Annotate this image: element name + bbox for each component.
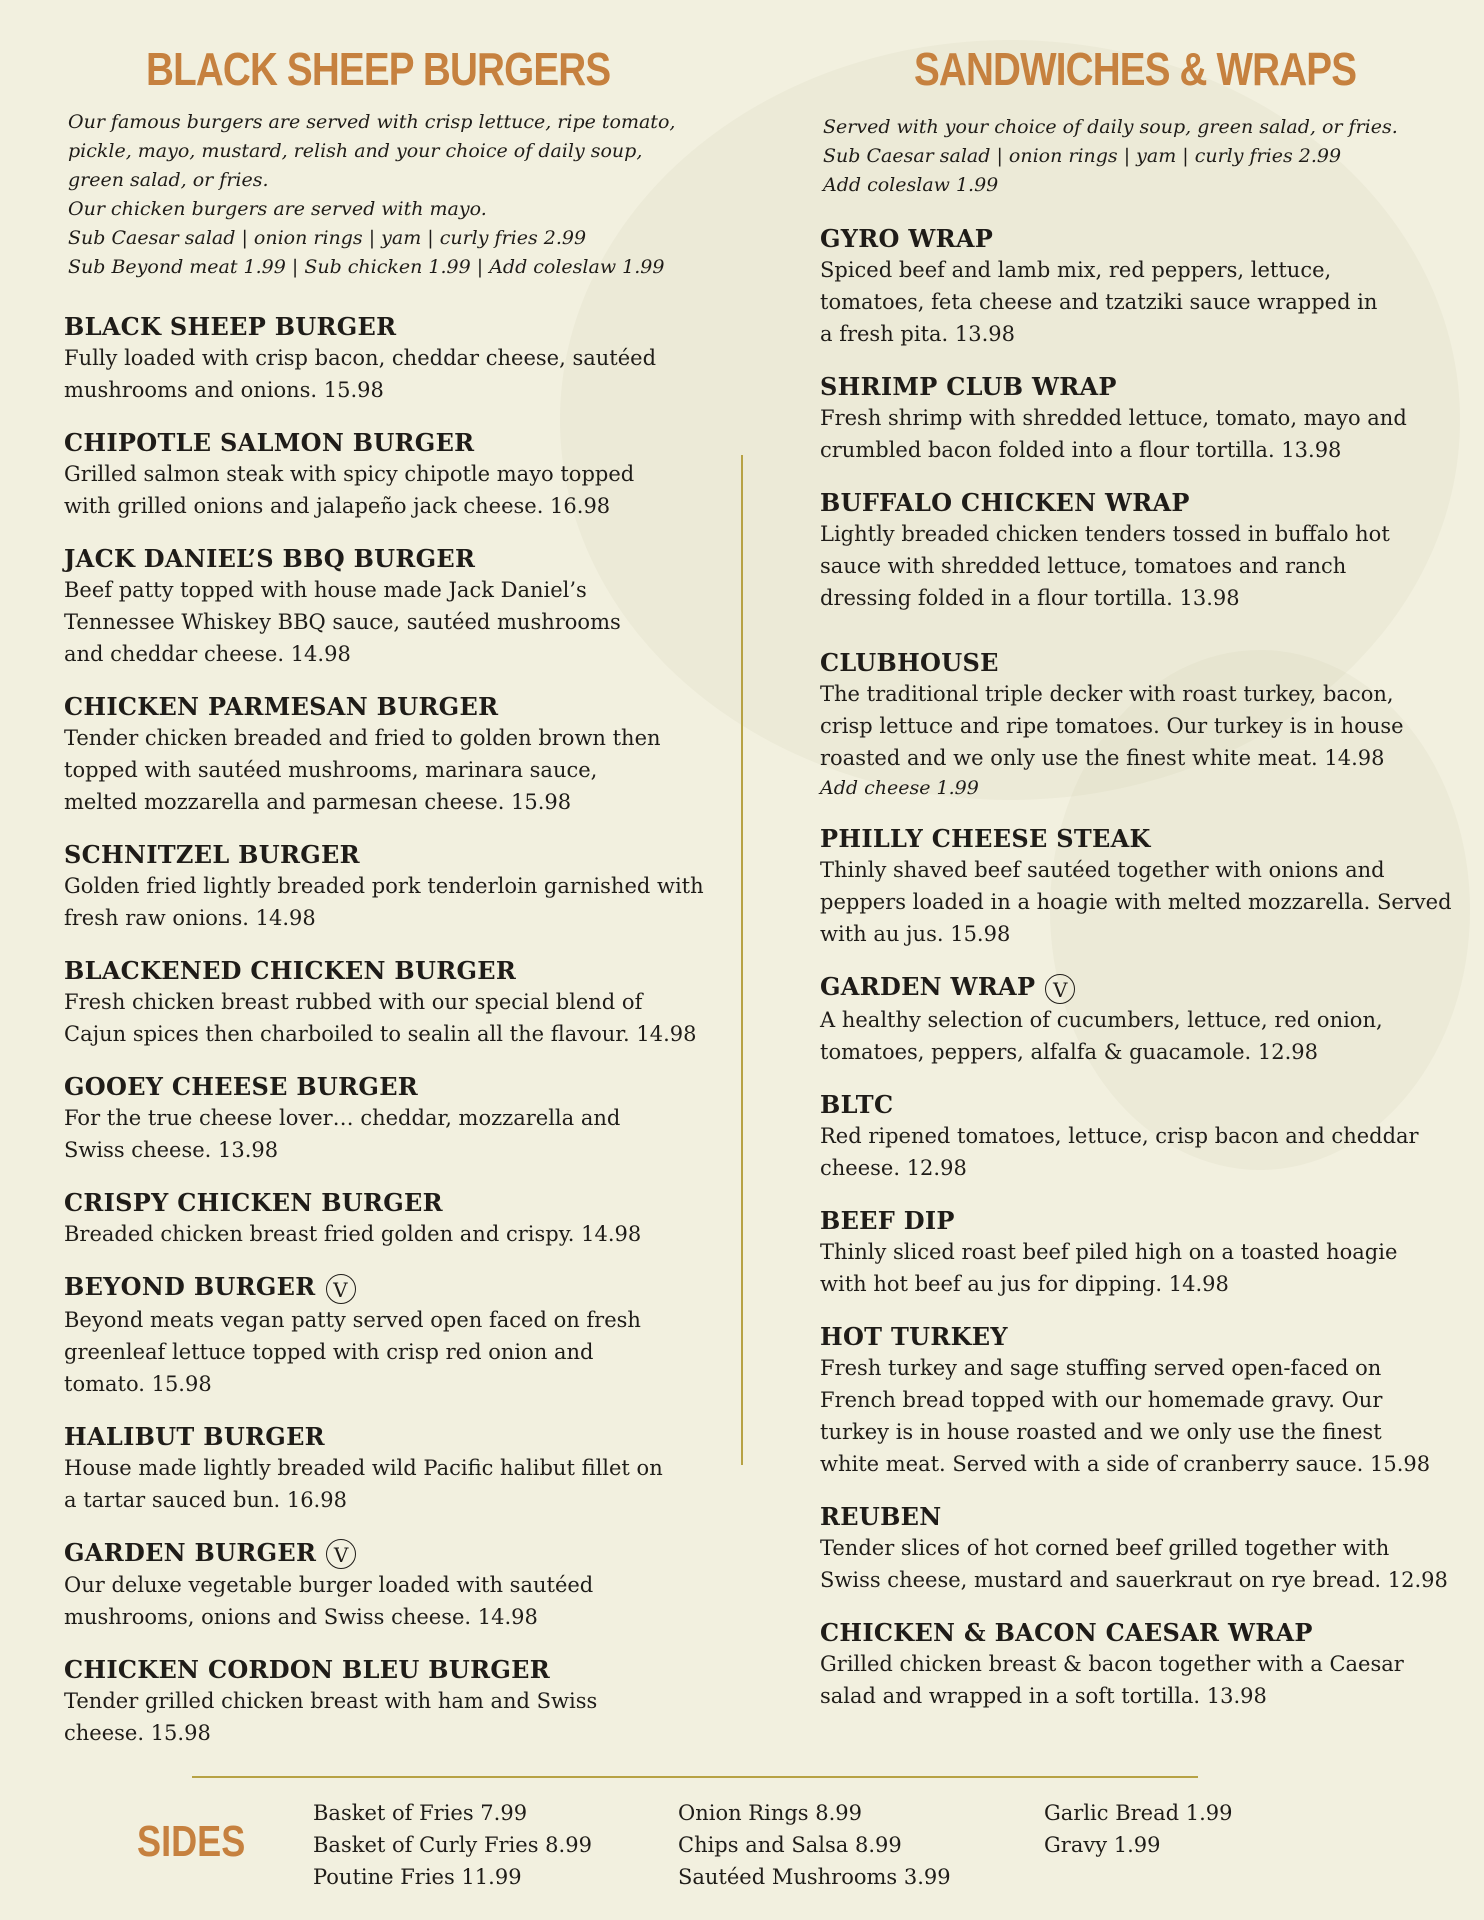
item-description xyxy=(64,1218,704,1250)
item-description xyxy=(820,678,1460,774)
intro-line: Sub Caesar salad | onion rings | yam | curly fries 2.99 xyxy=(68,227,587,249)
description-line: Lightly breaded chicken tenders tossed in buffalo hot xyxy=(820,522,1390,546)
item-name xyxy=(820,972,1460,1004)
menu-item xyxy=(64,1272,704,1400)
item-title: BEYOND BURGER xyxy=(64,1272,316,1301)
item-description xyxy=(64,870,704,934)
description-line: Fresh turkey and sage stuffing served open-faced on xyxy=(820,1355,1382,1380)
description-line: Tender slices of hot corned beef grilled together with xyxy=(820,1535,1390,1560)
item-name xyxy=(820,488,1460,518)
item-title: BUFFALO CHICKEN WRAP xyxy=(820,488,1190,517)
description-line: mushrooms and onions. 15.98 xyxy=(64,378,384,402)
intro-line: pickle, mayo, mustard, relish and your choice of daily soup, xyxy=(68,140,643,162)
item-title: JACK DANIEL’S BBQ BURGER xyxy=(64,544,476,573)
item-description xyxy=(820,1352,1460,1480)
description-line: Thinly shaved beef sautéed together with onions and xyxy=(820,858,1385,882)
menu-item xyxy=(820,1502,1460,1596)
side-item: Poutine Fries 11.99 xyxy=(313,1865,522,1889)
description-line: Fresh shrimp with shredded lettuce, tomato, mayo and xyxy=(820,406,1407,430)
description-line: For the true cheese lover… cheddar, mozzarella and xyxy=(64,1106,621,1130)
description-line: melted mozzarella and parmesan cheese. 15.98 xyxy=(64,790,572,814)
item-description xyxy=(64,1569,704,1633)
item-title: CHICKEN & BACON CAESAR WRAP xyxy=(820,1617,1313,1647)
menu-item xyxy=(820,1618,1460,1712)
description-line: sauce with shredded lettuce, tomatoes and ranch xyxy=(820,554,1347,578)
description-line: Red ripened tomatoes, lettuce, crisp bacon and cheddar xyxy=(820,1123,1419,1148)
item-name xyxy=(820,1618,1460,1648)
item-title: GOOEY CHEESE BURGER xyxy=(64,1072,419,1101)
item-title: CHICKEN CORDON BLEU BURGER xyxy=(64,1655,550,1684)
description-line: Beyond meats vegan patty served open faced on fresh xyxy=(64,1307,641,1332)
item-title: CLUBHOUSE xyxy=(820,648,999,677)
description-line: Tennessee Whiskey BBQ sauce, sautéed mushrooms xyxy=(64,610,621,634)
item-description xyxy=(64,1304,704,1400)
menu-item xyxy=(820,224,1460,350)
vegetarian-icon: V xyxy=(326,1539,356,1569)
item-description xyxy=(820,518,1460,614)
menu-item xyxy=(820,972,1460,1068)
intro-line: Our famous burgers are served with crisp lettuce, ripe tomato, xyxy=(68,111,676,133)
description-line: Fully loaded with crisp bacon, cheddar cheese, sautéed xyxy=(64,346,657,370)
sides-divider xyxy=(192,1776,1198,1778)
menu-item xyxy=(820,1206,1460,1300)
item-description xyxy=(820,854,1460,950)
description-line: A healthy selection of cucumbers, lettuce, red onion, xyxy=(820,1007,1383,1032)
menu-item xyxy=(820,824,1460,950)
description-line: mushrooms, onions and Swiss cheese. 14.98 xyxy=(64,1605,538,1629)
description-line: a fresh pita. 13.98 xyxy=(820,322,1015,346)
description-line: tomatoes, peppers, alfalfa & guacamole. 12.98 xyxy=(820,1039,1319,1064)
description-line: a tartar sauced bun. 16.98 xyxy=(64,1487,347,1512)
item-title: GARDEN WRAP xyxy=(820,972,1036,1001)
vegetarian-icon: V xyxy=(1045,974,1075,1004)
item-name xyxy=(64,1655,704,1685)
menu-item xyxy=(820,372,1460,466)
item-title: GYRO WRAP xyxy=(820,224,994,253)
item-description xyxy=(64,342,704,406)
intro-line: green salad, or fries. xyxy=(68,169,269,191)
item-description xyxy=(820,1648,1460,1712)
item-description xyxy=(820,1120,1460,1184)
intro-line: Add coleslaw 1.99 xyxy=(823,174,999,196)
item-name xyxy=(64,956,704,986)
description-line: Grilled salmon steak with spicy chipotle mayo topped xyxy=(64,462,635,486)
item-name xyxy=(820,648,1460,678)
item-description xyxy=(64,1685,704,1749)
item-name xyxy=(64,428,704,458)
side-item: Garlic Bread 1.99 xyxy=(1044,1801,1233,1825)
column-divider xyxy=(741,455,743,1465)
description-line: peppers loaded in a hoagie with melted mozzarella. Served xyxy=(820,890,1452,914)
item-name xyxy=(820,372,1460,402)
menu-item xyxy=(820,648,1460,802)
description-line: white meat. Served with a side of cranberry sauce. 15.98 xyxy=(820,1451,1431,1476)
menu-item xyxy=(64,1188,704,1250)
side-item: Basket of Curly Fries 8.99 xyxy=(313,1833,592,1857)
description-line: Beef patty topped with house made Jack Daniel’s xyxy=(64,578,587,602)
item-name xyxy=(820,824,1460,854)
menu-item xyxy=(64,1422,704,1516)
item-description xyxy=(64,722,704,818)
description-line: with hot beef au jus for dipping. 14.98 xyxy=(820,1271,1229,1296)
menu-item xyxy=(64,312,704,406)
item-description xyxy=(64,458,704,522)
sides-column xyxy=(313,1797,592,1893)
burgers-intro xyxy=(68,108,675,282)
menu-item xyxy=(64,1538,704,1634)
item-title: CHICKEN PARMESAN BURGER xyxy=(64,692,499,721)
description-line: Swiss cheese, mustard and sauerkraut on rye bread. 12.98 xyxy=(820,1567,1448,1592)
intro-line: Served with your choice of daily soup, green salad, or fries. xyxy=(823,116,1398,138)
description-line: roasted and we only use the finest white meat. 14.98 xyxy=(820,746,1385,770)
item-name xyxy=(820,1502,1460,1532)
item-title: BEEF DIP xyxy=(820,1205,955,1235)
description-line: cheese. 15.98 xyxy=(64,1721,211,1745)
description-line: House made lightly breaded wild Pacific halibut fillet on xyxy=(64,1455,663,1480)
description-line: tomatoes, feta cheese and tzatziki sauce wrapped in xyxy=(820,290,1378,314)
description-line: with au jus. 15.98 xyxy=(820,922,1011,946)
menu-item xyxy=(820,1090,1460,1184)
menu-item xyxy=(820,488,1460,614)
item-title: SCHNITZEL BURGER xyxy=(64,840,360,869)
menu-item xyxy=(820,1322,1460,1480)
item-description xyxy=(64,574,704,670)
description-line: turkey is in house roasted and we only use the finest xyxy=(820,1419,1382,1444)
item-description xyxy=(820,1236,1460,1300)
description-line: Thinly sliced roast beef piled high on a toasted hoagie xyxy=(820,1239,1398,1264)
item-description xyxy=(820,402,1460,466)
description-line: Tender chicken breaded and fried to golden brown then xyxy=(64,726,661,750)
side-item: Onion Rings 8.99 xyxy=(678,1801,863,1825)
menu-item xyxy=(64,1072,704,1166)
description-line: Tender grilled chicken breast with ham and Swiss xyxy=(64,1689,598,1713)
description-line: topped with sautéed mushrooms, marinara sauce, xyxy=(64,758,598,782)
menu-item xyxy=(64,1655,704,1749)
item-description xyxy=(820,254,1460,350)
side-item: Gravy 1.99 xyxy=(1044,1833,1161,1857)
item-title: BLACKENED CHICKEN BURGER xyxy=(64,956,517,985)
item-name xyxy=(820,224,1460,254)
item-name xyxy=(820,1090,1460,1120)
side-item: Basket of Fries 7.99 xyxy=(313,1801,528,1825)
description-line: fresh raw onions. 14.98 xyxy=(64,906,316,930)
sandwiches-intro xyxy=(823,113,1398,200)
description-line: crumbled bacon folded into a flour tortilla. 13.98 xyxy=(820,438,1342,462)
description-line: tomato. 15.98 xyxy=(64,1371,212,1396)
item-name xyxy=(64,1422,704,1452)
description-line: Golden fried lightly breaded pork tenderloin garnished with xyxy=(64,874,704,898)
intro-line: Our chicken burgers are served with mayo. xyxy=(68,198,487,220)
item-name xyxy=(64,312,704,342)
sides-column xyxy=(1044,1797,1233,1861)
description-line: cheese. 12.98 xyxy=(820,1155,967,1180)
description-line: Breaded chicken breast fried golden and crispy. 14.98 xyxy=(64,1222,642,1246)
intro-line: Sub Caesar salad | onion rings | yam | curly fries 2.99 xyxy=(823,145,1342,167)
item-description xyxy=(820,1004,1460,1068)
item-description xyxy=(820,1532,1460,1596)
item-name xyxy=(64,1072,704,1102)
description-line: dressing folded in a flour tortilla. 13.98 xyxy=(820,586,1240,610)
description-line: Grilled chicken breast & bacon together with a Caesar xyxy=(820,1651,1404,1676)
item-title: HOT TURKEY xyxy=(820,1321,1008,1351)
sides-column xyxy=(678,1797,951,1893)
side-item: Chips and Salsa 8.99 xyxy=(678,1833,902,1857)
description-line: Spiced beef and lamb mix, red peppers, lettuce, xyxy=(820,258,1332,282)
item-name xyxy=(64,1272,704,1304)
item-title: SHRIMP CLUB WRAP xyxy=(820,372,1117,401)
item-title: CHIPOTLE SALMON BURGER xyxy=(64,428,475,457)
item-title: GARDEN BURGER xyxy=(64,1537,317,1567)
item-title: REUBEN xyxy=(820,1501,942,1531)
description-line: Swiss cheese. 13.98 xyxy=(64,1138,279,1162)
description-line: French bread topped with our homemade gravy. Our xyxy=(820,1387,1383,1412)
intro-line: Sub Beyond meat 1.99 | Sub chicken 1.99 | Add coleslaw 1.99 xyxy=(68,256,665,278)
description-line: crisp lettuce and ripe tomatoes. Our turkey is in house xyxy=(820,714,1404,738)
item-name xyxy=(64,1538,704,1570)
menu-item xyxy=(64,956,704,1050)
menu-item xyxy=(64,428,704,522)
description-line: and cheddar cheese. 14.98 xyxy=(64,642,351,666)
sandwiches-list xyxy=(820,224,1460,1712)
item-name xyxy=(820,1206,1460,1236)
vegetarian-icon: V xyxy=(326,1274,356,1304)
item-title: CRISPY CHICKEN BURGER xyxy=(64,1188,443,1217)
item-name xyxy=(64,1188,704,1218)
sides-heading: SIDES xyxy=(137,1817,246,1866)
item-title: BLACK SHEEP BURGER xyxy=(64,312,397,341)
item-note: Add cheese 1.99 xyxy=(820,777,979,799)
item-name xyxy=(64,692,704,722)
item-description xyxy=(64,1102,704,1166)
menu-item xyxy=(64,840,704,934)
item-title: PHILLY CHEESE STEAK xyxy=(820,824,1151,853)
item-description xyxy=(64,986,704,1050)
sandwiches-heading: SANDWICHES & WRAPS xyxy=(914,43,1357,95)
description-line: with grilled onions and jalapeño jack cheese. 16.98 xyxy=(64,494,611,518)
burgers-list xyxy=(64,312,704,1749)
description-line: greenleaf lettuce topped with crisp red onion and xyxy=(64,1339,594,1364)
menu-item xyxy=(64,544,704,670)
menu-item xyxy=(64,692,704,818)
description-line: salad and wrapped in a soft tortilla. 13.98 xyxy=(820,1683,1267,1708)
side-item: Sautéed Mushrooms 3.99 xyxy=(678,1865,951,1889)
description-line: Fresh chicken breast rubbed with our special blend of xyxy=(64,990,643,1014)
description-line: Cajun spices then charboiled to sealin all the flavour. 14.98 xyxy=(64,1022,697,1046)
item-title: HALIBUT BURGER xyxy=(64,1421,325,1451)
item-description xyxy=(64,1452,704,1516)
item-name xyxy=(64,544,704,574)
item-name xyxy=(820,1322,1460,1352)
description-line: Our deluxe vegetable burger loaded with sautéed xyxy=(64,1573,594,1597)
burgers-heading: BLACK SHEEP BURGERS xyxy=(146,43,611,95)
description-line: The traditional triple decker with roast turkey, bacon, xyxy=(820,682,1394,706)
item-title: BLTC xyxy=(820,1089,894,1119)
item-name xyxy=(64,840,704,870)
